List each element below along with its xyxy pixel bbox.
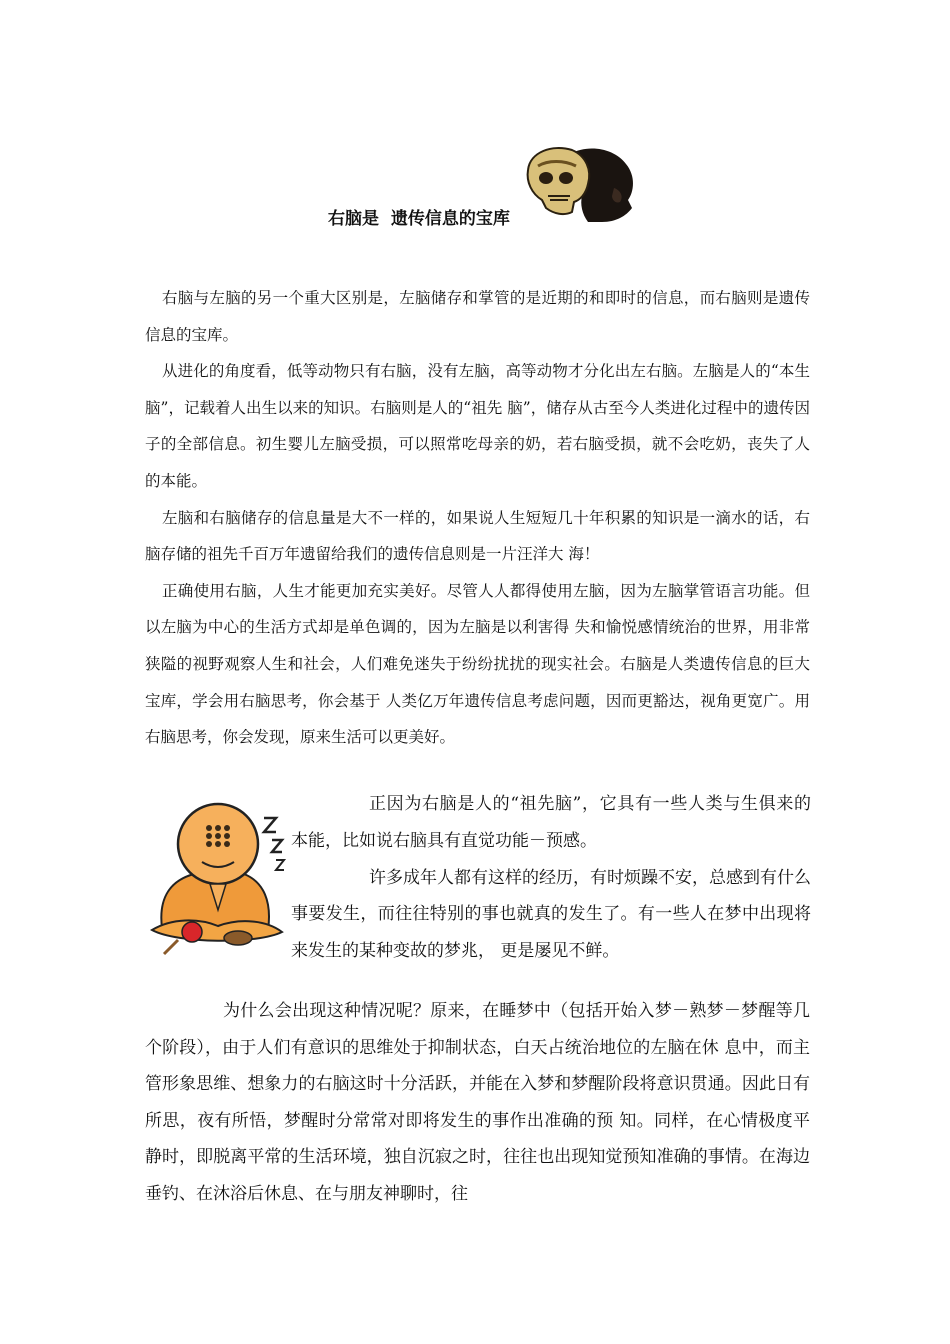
paragraph: 为什么会出现这种情况呢？原来，在睡梦中（包括开始入梦－熟梦－梦醒等几个阶段），由于人们有意识的思维处于抑制状态，白天占统治地位的左脑在休 息中，而主管形象思维、想象力的右脑这时十分活跃，并能在入梦和梦醒阶段将意识贯通。因此日有所思，夜有所悟，梦醒时分常常对即将发生的事作出准确的预 知。同样，在心情极度平静时，即脱离平常的生活环境，独自沉寂之时，往往也出现知觉预知准确的事情。在海边垂钓、在沐浴后休息、在与朋友神聊时，往 [145,1001,810,1204]
sleeping-monk-icon [148,798,293,960]
wrapped-text-section [291,786,811,970]
paragraph: 许多成年人都有这样的经历，有时烦躁不安，总感到有什么事要发生，而往往特别的事也就真的发生了。有一些人在梦中出现将来发生的某种变故的梦兆， 更是屡见不鲜。 [291,867,811,962]
paragraph: 正确使用右脑，人生才能更加充实美好。尽管人人都得使用左脑，因为左脑掌管语言功能。但以左脑为中心的生活方式却是单色调的，因为左脑是以利害得 失和愉悦感情统治的世界，用非常狭隘的视野观察人生和社会，人们难免迷失于纷纷扰扰的现实社会。右脑是人类遗传信息的巨大宝库，学会用右脑思考，你会基于 人类亿万年遗传信息考虑问题，因而更豁达，视角更宽广。用右脑思考，你会发现，原来生活可以更美好。 [145,581,810,747]
paragraph: 右脑与左脑的另一个重大区别是，左脑储存和掌管的是近期的和即时的信息，而右脑则是遗传信息的宝库。 [145,289,810,344]
ancestor-skulls-icon [522,142,640,224]
paragraph: 正因为右脑是人的“祖先脑”，它具有一些人类与生俱来的本能，比如说右脑具有直觉功能－预感。 [291,794,811,851]
dream-section [145,993,810,1213]
paragraph: 从进化的角度看，低等动物只有右脑，没有左脑，高等动物才分化出左右脑。左脑是人的“本生脑”，记载着人出生以来的知识。右脑则是人的“祖先 脑”，储存从古至今人类进化过程中的遗传因子的全部信息。初生婴儿左脑受损，可以照常吃母亲的奶，若右脑受损，就不会吃奶，丧失了人的本能。 [145,362,810,490]
page-title: 右脑是 遗传信息的宝库 [328,209,510,229]
intro-section [145,280,810,756]
paragraph: 左脑和右脑储存的信息量是大不一样的，如果说人生短短几十年积累的知识是一滴水的话，右脑存储的祖先千百万年遗留给我们的遗传信息则是一片汪洋大 海！ [145,508,810,564]
